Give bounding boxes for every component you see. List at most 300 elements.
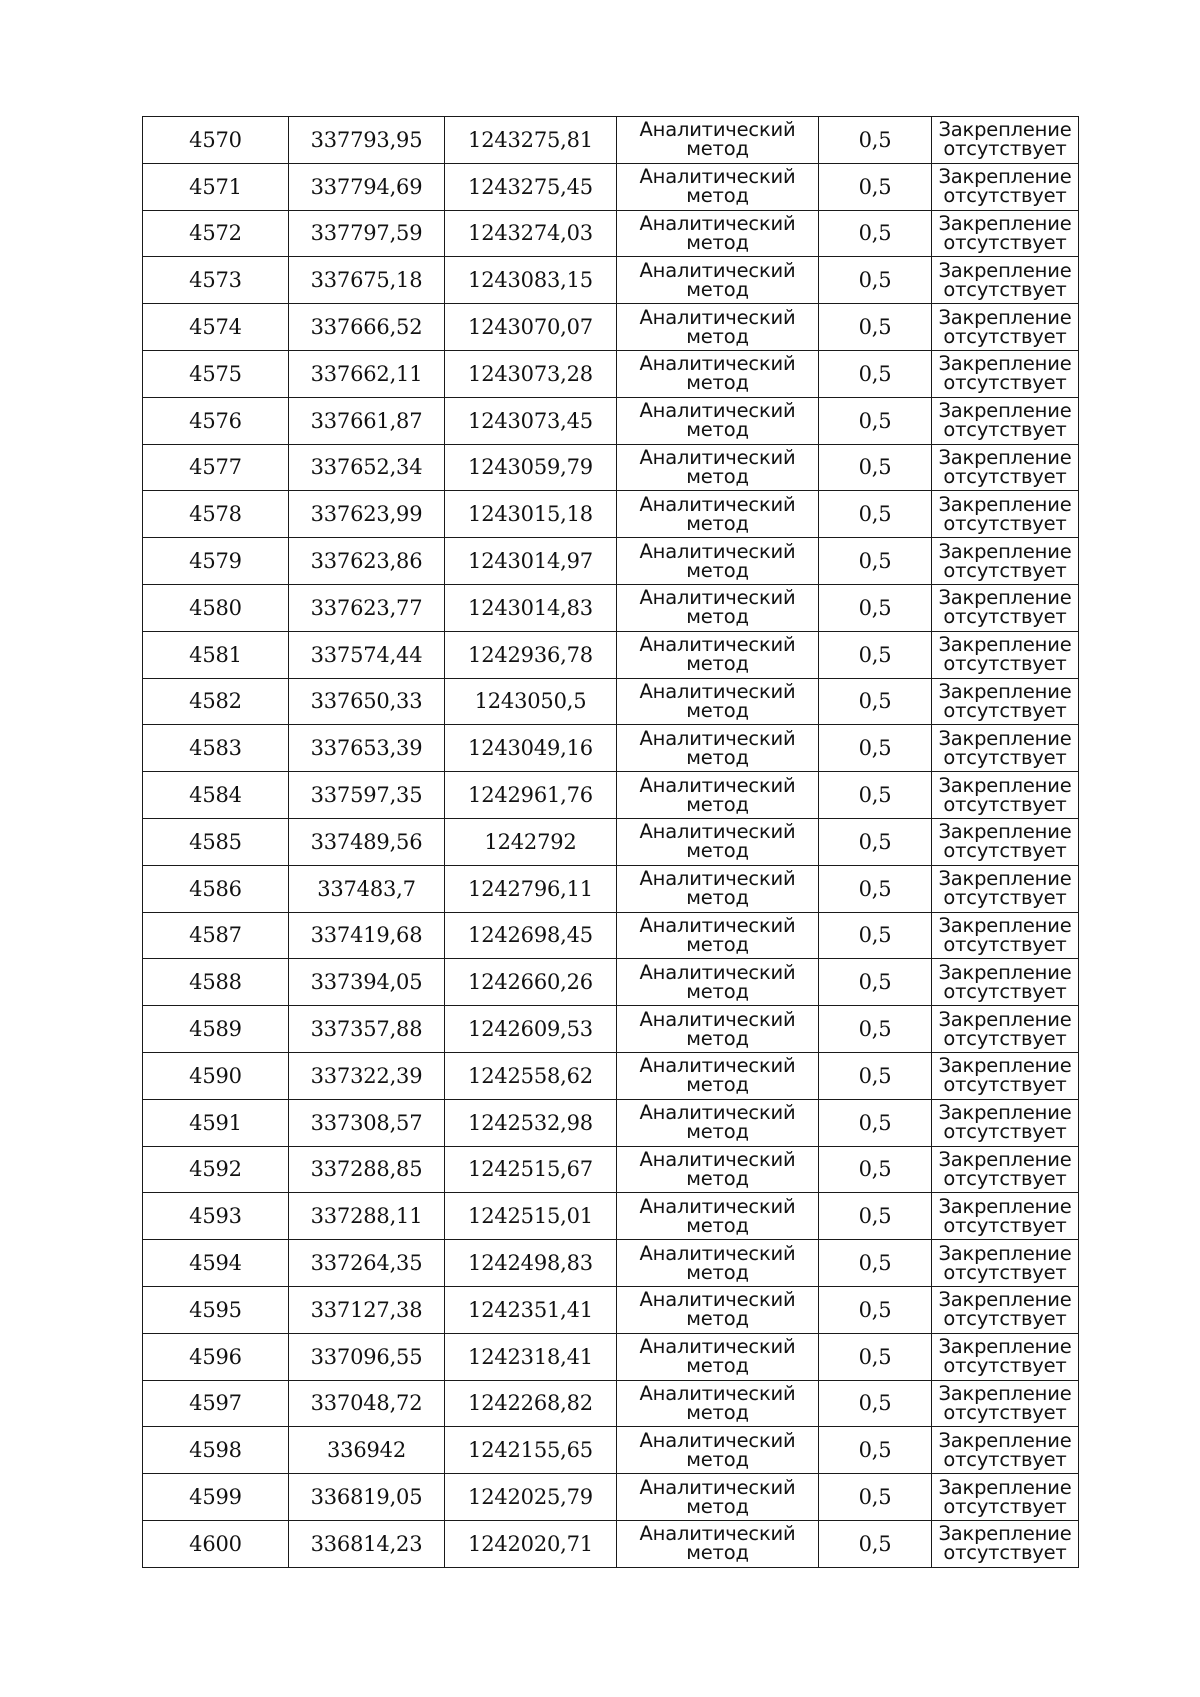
- fixing-cell: [932, 725, 1079, 772]
- fixing-cell-line-1: Закрепление: [938, 1475, 1072, 1499]
- method-cell-line-2: метод: [686, 1447, 749, 1471]
- method-cell-line-2: метод: [686, 511, 749, 535]
- fixing-cell-line-2: отсутствует: [943, 1307, 1067, 1331]
- y-coordinate-cell: 1243050,5: [445, 678, 617, 725]
- fixing-cell-line-2: отсутствует: [943, 511, 1067, 535]
- table-row: [143, 257, 1079, 304]
- fixing-cell-line-1: Закрепление: [938, 1101, 1072, 1125]
- fixing-cell-line-1: Закрепление: [938, 633, 1072, 657]
- y-coordinate-cell: 1242155,65: [445, 1427, 617, 1474]
- y-coordinate-cell: 1243014,97: [445, 538, 617, 585]
- x-coordinate-cell: 337793,95: [289, 117, 445, 164]
- point-number-cell: 4580: [143, 584, 289, 631]
- fixing-cell: [932, 678, 1079, 725]
- fixing-cell-line-1: Закрепление: [938, 305, 1072, 329]
- method-cell-line-1: Аналитический: [639, 633, 796, 657]
- fixing-cell-line-1: Закрепление: [938, 1428, 1072, 1452]
- point-number-cell: 4592: [143, 1146, 289, 1193]
- fixing-cell-line-1: Закрепление: [938, 867, 1072, 891]
- table-row: [143, 304, 1079, 351]
- fixing-cell-line-1: Закрепление: [938, 1147, 1072, 1171]
- accuracy-cell: 0,5: [819, 444, 932, 491]
- method-cell-line-1: Аналитический: [639, 726, 796, 750]
- table-row: [143, 1474, 1079, 1521]
- method-cell-line-2: метод: [686, 745, 749, 769]
- fixing-cell-line-1: Закрепление: [938, 1007, 1072, 1031]
- method-cell-line-1: Аналитический: [639, 211, 796, 235]
- accuracy-cell: 0,5: [819, 491, 932, 538]
- fixing-cell-line-1: Закрепление: [938, 913, 1072, 937]
- method-cell-line-1: Аналитический: [639, 1054, 796, 1078]
- fixing-cell-line-2: отсутствует: [943, 277, 1067, 301]
- point-number-cell: 4590: [143, 1052, 289, 1099]
- accuracy-cell: 0,5: [819, 1427, 932, 1474]
- method-cell: [617, 1099, 819, 1146]
- fixing-cell: [932, 1240, 1079, 1287]
- fixing-cell-line-1: Закрепление: [938, 679, 1072, 703]
- table-row: [143, 959, 1079, 1006]
- fixing-cell: [932, 210, 1079, 257]
- accuracy-cell: 0,5: [819, 163, 932, 210]
- method-cell-line-1: Аналитический: [639, 445, 796, 469]
- accuracy-cell: 0,5: [819, 1520, 932, 1567]
- fixing-cell-line-2: отсутствует: [943, 1447, 1067, 1471]
- fixing-cell-line-2: отсутствует: [943, 1213, 1067, 1237]
- fixing-cell-line-1: Закрепление: [938, 1522, 1072, 1546]
- method-cell-line-2: метод: [686, 839, 749, 863]
- point-number-cell: 4583: [143, 725, 289, 772]
- point-number-cell: 4585: [143, 818, 289, 865]
- method-cell-line-2: метод: [686, 277, 749, 301]
- method-cell-line-2: метод: [686, 1400, 749, 1424]
- accuracy-cell: 0,5: [819, 1240, 932, 1287]
- accuracy-cell: 0,5: [819, 818, 932, 865]
- x-coordinate-cell: 337288,85: [289, 1146, 445, 1193]
- point-number-cell: 4579: [143, 538, 289, 585]
- table-row: [143, 1240, 1079, 1287]
- accuracy-cell: 0,5: [819, 678, 932, 725]
- fixing-cell: [932, 117, 1079, 164]
- method-cell-line-1: Аналитический: [639, 1194, 796, 1218]
- method-cell-line-1: Аналитический: [639, 352, 796, 376]
- accuracy-cell: 0,5: [819, 1333, 932, 1380]
- method-cell: [617, 1520, 819, 1567]
- accuracy-cell: 0,5: [819, 772, 932, 819]
- table-row: [143, 1099, 1079, 1146]
- point-number-cell: 4577: [143, 444, 289, 491]
- fixing-cell-line-1: Закрепление: [938, 1288, 1072, 1312]
- table-row: [143, 865, 1079, 912]
- fixing-cell-line-1: Закрепление: [938, 820, 1072, 844]
- method-cell-line-2: метод: [686, 371, 749, 395]
- fixing-cell-line-1: Закрепление: [938, 1335, 1072, 1359]
- fixing-cell-line-2: отсутствует: [943, 886, 1067, 910]
- point-number-cell: 4598: [143, 1427, 289, 1474]
- y-coordinate-cell: 1242796,11: [445, 865, 617, 912]
- point-number-cell: 4597: [143, 1380, 289, 1427]
- y-coordinate-cell: 1243049,16: [445, 725, 617, 772]
- table-row: [143, 117, 1079, 164]
- method-cell: [617, 304, 819, 351]
- method-cell-line-1: Аналитический: [639, 1288, 796, 1312]
- x-coordinate-cell: 336819,05: [289, 1474, 445, 1521]
- x-coordinate-cell: 337797,59: [289, 210, 445, 257]
- table-row: [143, 1052, 1079, 1099]
- table-row: [143, 1520, 1079, 1567]
- fixing-cell-line-2: отсутствует: [943, 979, 1067, 1003]
- point-number-cell: 4588: [143, 959, 289, 1006]
- x-coordinate-cell: 337662,11: [289, 350, 445, 397]
- fixing-cell-line-2: отсутствует: [943, 137, 1067, 161]
- x-coordinate-cell: 337394,05: [289, 959, 445, 1006]
- y-coordinate-cell: 1243083,15: [445, 257, 617, 304]
- y-coordinate-cell: 1242558,62: [445, 1052, 617, 1099]
- x-coordinate-cell: 337357,88: [289, 1006, 445, 1053]
- y-coordinate-cell: 1243014,83: [445, 584, 617, 631]
- point-number-cell: 4574: [143, 304, 289, 351]
- fixing-cell: [932, 1333, 1079, 1380]
- point-number-cell: 4570: [143, 117, 289, 164]
- x-coordinate-cell: 337489,56: [289, 818, 445, 865]
- table-row: [143, 350, 1079, 397]
- method-cell: [617, 959, 819, 1006]
- x-coordinate-cell: 337623,77: [289, 584, 445, 631]
- accuracy-cell: 0,5: [819, 1052, 932, 1099]
- method-cell-line-2: метод: [686, 605, 749, 629]
- fixing-cell-line-2: отсутствует: [943, 839, 1067, 863]
- fixing-cell-line-2: отсутствует: [943, 558, 1067, 582]
- method-cell-line-2: метод: [686, 230, 749, 254]
- point-number-cell: 4594: [143, 1240, 289, 1287]
- method-cell-line-2: метод: [686, 1073, 749, 1097]
- fixing-cell-line-2: отсутствует: [943, 698, 1067, 722]
- fixing-cell-line-2: отсутствует: [943, 371, 1067, 395]
- table-row: [143, 397, 1079, 444]
- method-cell-line-2: метод: [686, 137, 749, 161]
- fixing-cell-line-1: Закрепление: [938, 165, 1072, 189]
- y-coordinate-cell: 1242961,76: [445, 772, 617, 819]
- point-number-cell: 4582: [143, 678, 289, 725]
- method-cell-line-1: Аналитический: [639, 399, 796, 423]
- fixing-cell: [932, 538, 1079, 585]
- method-cell: [617, 631, 819, 678]
- y-coordinate-cell: 1242532,98: [445, 1099, 617, 1146]
- point-number-cell: 4596: [143, 1333, 289, 1380]
- x-coordinate-cell: 337623,99: [289, 491, 445, 538]
- method-cell: [617, 117, 819, 164]
- method-cell-line-1: Аналитический: [639, 820, 796, 844]
- fixing-cell: [932, 818, 1079, 865]
- method-cell-line-1: Аналитический: [639, 118, 796, 142]
- method-cell-line-1: Аналитический: [639, 867, 796, 891]
- y-coordinate-cell: 1242698,45: [445, 912, 617, 959]
- point-number-cell: 4587: [143, 912, 289, 959]
- fixing-cell-line-1: Закрепление: [938, 1241, 1072, 1265]
- method-cell-line-2: метод: [686, 979, 749, 1003]
- fixing-cell-line-2: отсутствует: [943, 324, 1067, 348]
- fixing-cell-line-1: Закрепление: [938, 445, 1072, 469]
- table-row: [143, 1006, 1079, 1053]
- fixing-cell-line-2: отсутствует: [943, 1541, 1067, 1565]
- method-cell: [617, 912, 819, 959]
- method-cell-line-1: Аналитический: [639, 492, 796, 516]
- method-cell: [617, 538, 819, 585]
- method-cell-line-2: метод: [686, 324, 749, 348]
- x-coordinate-cell: 337794,69: [289, 163, 445, 210]
- method-cell-line-1: Аналитический: [639, 1335, 796, 1359]
- fixing-cell: [932, 1520, 1079, 1567]
- accuracy-cell: 0,5: [819, 1474, 932, 1521]
- fixing-cell-line-1: Закрепление: [938, 118, 1072, 142]
- fixing-cell-line-1: Закрепление: [938, 1381, 1072, 1405]
- accuracy-cell: 0,5: [819, 1006, 932, 1053]
- method-cell-line-2: метод: [686, 1213, 749, 1237]
- x-coordinate-cell: 337675,18: [289, 257, 445, 304]
- y-coordinate-cell: 1242515,01: [445, 1193, 617, 1240]
- method-cell-line-2: метод: [686, 1120, 749, 1144]
- method-cell-line-1: Аналитический: [639, 165, 796, 189]
- method-cell-line-2: метод: [686, 1026, 749, 1050]
- fixing-cell-line-2: отсутствует: [943, 1260, 1067, 1284]
- fixing-cell: [932, 1427, 1079, 1474]
- x-coordinate-cell: 337650,33: [289, 678, 445, 725]
- y-coordinate-cell: 1242498,83: [445, 1240, 617, 1287]
- fixing-cell-line-2: отсутствует: [943, 932, 1067, 956]
- accuracy-cell: 0,5: [819, 257, 932, 304]
- y-coordinate-cell: 1242020,71: [445, 1520, 617, 1567]
- method-cell: [617, 1474, 819, 1521]
- method-cell-line-1: Аналитический: [639, 1147, 796, 1171]
- point-number-cell: 4578: [143, 491, 289, 538]
- fixing-cell: [932, 491, 1079, 538]
- fixing-cell: [932, 163, 1079, 210]
- table-row: [143, 444, 1079, 491]
- fixing-cell: [932, 631, 1079, 678]
- x-coordinate-cell: 337322,39: [289, 1052, 445, 1099]
- fixing-cell-line-1: Закрепление: [938, 258, 1072, 282]
- method-cell-line-1: Аналитический: [639, 679, 796, 703]
- coordinates-table: [142, 116, 1079, 1568]
- table-row: [143, 725, 1079, 772]
- table-row: [143, 1333, 1079, 1380]
- point-number-cell: 4591: [143, 1099, 289, 1146]
- x-coordinate-cell: 337048,72: [289, 1380, 445, 1427]
- accuracy-cell: 0,5: [819, 117, 932, 164]
- fixing-cell: [932, 912, 1079, 959]
- method-cell: [617, 772, 819, 819]
- method-cell-line-1: Аналитический: [639, 1381, 796, 1405]
- method-cell: [617, 210, 819, 257]
- table-row: [143, 912, 1079, 959]
- table-row: [143, 631, 1079, 678]
- point-number-cell: 4599: [143, 1474, 289, 1521]
- accuracy-cell: 0,5: [819, 584, 932, 631]
- x-coordinate-cell: 336814,23: [289, 1520, 445, 1567]
- method-cell: [617, 584, 819, 631]
- y-coordinate-cell: 1242025,79: [445, 1474, 617, 1521]
- fixing-cell-line-1: Закрепление: [938, 726, 1072, 750]
- method-cell-line-1: Аналитический: [639, 1475, 796, 1499]
- point-number-cell: 4576: [143, 397, 289, 444]
- method-cell: [617, 163, 819, 210]
- y-coordinate-cell: 1243070,07: [445, 304, 617, 351]
- y-coordinate-cell: 1243015,18: [445, 491, 617, 538]
- table-row: [143, 538, 1079, 585]
- fixing-cell: [932, 397, 1079, 444]
- x-coordinate-cell: 337419,68: [289, 912, 445, 959]
- fixing-cell-line-1: Закрепление: [938, 399, 1072, 423]
- accuracy-cell: 0,5: [819, 1380, 932, 1427]
- table-row: [143, 1380, 1079, 1427]
- y-coordinate-cell: 1243073,45: [445, 397, 617, 444]
- method-cell: [617, 491, 819, 538]
- method-cell-line-1: Аналитический: [639, 305, 796, 329]
- method-cell: [617, 397, 819, 444]
- method-cell: [617, 257, 819, 304]
- x-coordinate-cell: 337096,55: [289, 1333, 445, 1380]
- accuracy-cell: 0,5: [819, 538, 932, 585]
- fixing-cell: [932, 1146, 1079, 1193]
- y-coordinate-cell: 1243275,45: [445, 163, 617, 210]
- fixing-cell-line-2: отсутствует: [943, 418, 1067, 442]
- fixing-cell: [932, 304, 1079, 351]
- accuracy-cell: 0,5: [819, 631, 932, 678]
- method-cell-line-1: Аналитический: [639, 1101, 796, 1125]
- x-coordinate-cell: 337127,38: [289, 1286, 445, 1333]
- method-cell-line-1: Аналитический: [639, 539, 796, 563]
- table-row: [143, 1146, 1079, 1193]
- method-cell-line-2: метод: [686, 1307, 749, 1331]
- accuracy-cell: 0,5: [819, 350, 932, 397]
- table-row: [143, 210, 1079, 257]
- table-row: [143, 818, 1079, 865]
- method-cell-line-1: Аналитический: [639, 1522, 796, 1546]
- fixing-cell: [932, 1380, 1079, 1427]
- fixing-cell-line-2: отсутствует: [943, 1166, 1067, 1190]
- accuracy-cell: 0,5: [819, 1193, 932, 1240]
- x-coordinate-cell: 337288,11: [289, 1193, 445, 1240]
- method-cell-line-1: Аналитический: [639, 586, 796, 610]
- table-row: [143, 678, 1079, 725]
- fixing-cell-line-1: Закрепление: [938, 960, 1072, 984]
- method-cell-line-1: Аналитический: [639, 1428, 796, 1452]
- fixing-cell-line-1: Закрепление: [938, 211, 1072, 235]
- table-row: [143, 163, 1079, 210]
- method-cell-line-2: метод: [686, 652, 749, 676]
- fixing-cell: [932, 772, 1079, 819]
- method-cell: [617, 1333, 819, 1380]
- method-cell-line-1: Аналитический: [639, 960, 796, 984]
- method-cell-line-2: метод: [686, 1494, 749, 1518]
- method-cell-line-1: Аналитический: [639, 913, 796, 937]
- method-cell-line-2: метод: [686, 418, 749, 442]
- fixing-cell-line-2: отсутствует: [943, 184, 1067, 208]
- table-row: [143, 772, 1079, 819]
- method-cell: [617, 1193, 819, 1240]
- method-cell: [617, 818, 819, 865]
- point-number-cell: 4589: [143, 1006, 289, 1053]
- fixing-cell: [932, 1286, 1079, 1333]
- method-cell: [617, 350, 819, 397]
- fixing-cell-line-1: Закрепление: [938, 352, 1072, 376]
- fixing-cell: [932, 444, 1079, 491]
- table-row: [143, 1193, 1079, 1240]
- fixing-cell: [932, 257, 1079, 304]
- point-number-cell: 4573: [143, 257, 289, 304]
- table-row: [143, 584, 1079, 631]
- fixing-cell-line-2: отсутствует: [943, 605, 1067, 629]
- x-coordinate-cell: 337653,39: [289, 725, 445, 772]
- method-cell-line-2: метод: [686, 1354, 749, 1378]
- fixing-cell-line-2: отсутствует: [943, 230, 1067, 254]
- method-cell: [617, 1006, 819, 1053]
- fixing-cell-line-2: отсутствует: [943, 1354, 1067, 1378]
- method-cell: [617, 1240, 819, 1287]
- x-coordinate-cell: 337666,52: [289, 304, 445, 351]
- y-coordinate-cell: 1243073,28: [445, 350, 617, 397]
- x-coordinate-cell: 337483,7: [289, 865, 445, 912]
- point-number-cell: 4600: [143, 1520, 289, 1567]
- fixing-cell-line-2: отсутствует: [943, 1073, 1067, 1097]
- table-body: [143, 117, 1079, 1568]
- x-coordinate-cell: 337574,44: [289, 631, 445, 678]
- method-cell: [617, 1146, 819, 1193]
- accuracy-cell: 0,5: [819, 1099, 932, 1146]
- method-cell-line-2: метод: [686, 184, 749, 208]
- accuracy-cell: 0,5: [819, 865, 932, 912]
- fixing-cell-line-2: отсутствует: [943, 792, 1067, 816]
- fixing-cell: [932, 1006, 1079, 1053]
- accuracy-cell: 0,5: [819, 725, 932, 772]
- y-coordinate-cell: 1243059,79: [445, 444, 617, 491]
- fixing-cell: [932, 584, 1079, 631]
- fixing-cell: [932, 1099, 1079, 1146]
- accuracy-cell: 0,5: [819, 304, 932, 351]
- method-cell: [617, 444, 819, 491]
- point-number-cell: 4593: [143, 1193, 289, 1240]
- method-cell-line-1: Аналитический: [639, 1007, 796, 1031]
- fixing-cell: [932, 865, 1079, 912]
- method-cell-line-1: Аналитический: [639, 773, 796, 797]
- method-cell: [617, 1052, 819, 1099]
- y-coordinate-cell: 1242515,67: [445, 1146, 617, 1193]
- method-cell: [617, 725, 819, 772]
- point-number-cell: 4595: [143, 1286, 289, 1333]
- point-number-cell: 4581: [143, 631, 289, 678]
- table-row: [143, 1427, 1079, 1474]
- point-number-cell: 4584: [143, 772, 289, 819]
- fixing-cell-line-2: отсутствует: [943, 745, 1067, 769]
- method-cell-line-2: метод: [686, 558, 749, 582]
- method-cell-line-2: метод: [686, 1541, 749, 1565]
- fixing-cell-line-2: отсутствует: [943, 1026, 1067, 1050]
- point-number-cell: 4571: [143, 163, 289, 210]
- x-coordinate-cell: 337661,87: [289, 397, 445, 444]
- method-cell-line-2: метод: [686, 1166, 749, 1190]
- method-cell-line-1: Аналитический: [639, 1241, 796, 1265]
- accuracy-cell: 0,5: [819, 397, 932, 444]
- y-coordinate-cell: 1242660,26: [445, 959, 617, 1006]
- fixing-cell-line-2: отсутствует: [943, 1120, 1067, 1144]
- accuracy-cell: 0,5: [819, 959, 932, 1006]
- accuracy-cell: 0,5: [819, 210, 932, 257]
- y-coordinate-cell: 1242609,53: [445, 1006, 617, 1053]
- point-number-cell: 4586: [143, 865, 289, 912]
- fixing-cell: [932, 1052, 1079, 1099]
- method-cell: [617, 1286, 819, 1333]
- table-row: [143, 491, 1079, 538]
- x-coordinate-cell: 337623,86: [289, 538, 445, 585]
